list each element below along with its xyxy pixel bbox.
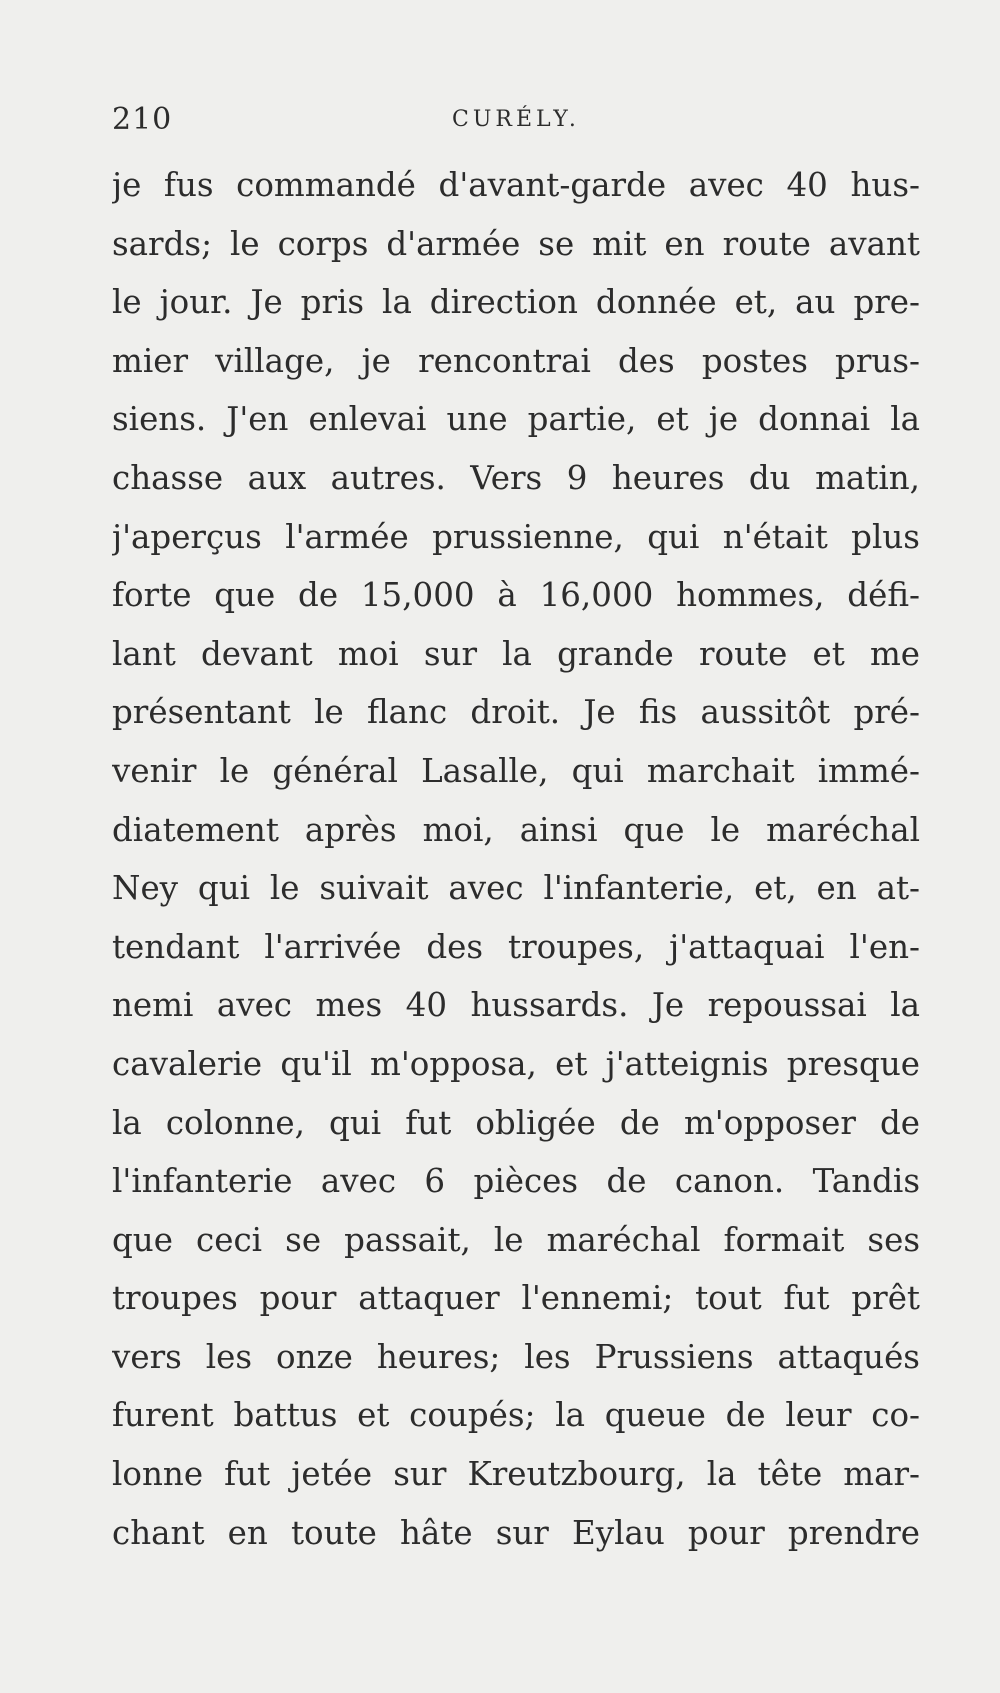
text-line: j'aperçus l'armée prussienne, qui n'était plus <box>112 517 920 556</box>
text-line: diatement après moi, ainsi que le maréchal <box>112 810 920 849</box>
text-line: lonne fut jetée sur Kreutzbourg, la tête mar- <box>112 1455 920 1494</box>
text-line: troupes pour attaquer l'ennemi; tout fut prêt <box>112 1279 920 1318</box>
text-line: tendant l'arrivée des troupes, j'attaquai l'en- <box>112 927 920 966</box>
text-line: le jour. Je pris la direction donnée et, au pre- <box>112 283 920 322</box>
text-line: venir le général Lasalle, qui marchait immé- <box>112 751 920 790</box>
text-line: l'infanterie avec 6 pièces de canon. Tandis <box>112 1162 920 1201</box>
text-line: sards; le corps d'armée se mit en route avant <box>112 224 920 263</box>
text-line: lant devant moi sur la grande route et me <box>112 634 920 673</box>
text-line: chasse aux autres. Vers 9 heures du matin, <box>112 458 920 497</box>
page-number: 210 <box>112 102 173 137</box>
text-line: la colonne, qui fut obligée de m'opposer de <box>112 1103 920 1142</box>
text-line: furent battus et coupés; la queue de leur co- <box>112 1396 920 1435</box>
text-line: mier village, je rencontrai des postes prus- <box>112 341 920 380</box>
body-text <box>112 156 920 1562</box>
text-line: nemi avec mes 40 hussards. Je repoussai la <box>112 986 920 1025</box>
text-line: présentant le flanc droit. Je fis aussitôt pré- <box>112 693 920 732</box>
text-line: forte que de 15,000 à 16,000 hommes, défi- <box>112 576 920 615</box>
text-line: Ney qui le suivait avec l'infanterie, et, en at- <box>112 869 920 908</box>
text-line: je fus commandé d'avant-garde avec 40 hus- <box>112 166 920 204</box>
text-line: cavalerie qu'il m'opposa, et j'atteignis presque <box>112 1044 920 1083</box>
text-line: que ceci se passait, le maréchal formait ses <box>112 1220 920 1259</box>
running-head: CURÉLY. <box>452 107 580 132</box>
text-line: siens. J'en enlevai une partie, et je donnai la <box>112 400 920 439</box>
text-line: vers les onze heures; les Prussiens attaqués <box>112 1337 920 1376</box>
text-line: chant en toute hâte sur Eylau pour prendre <box>112 1513 920 1552</box>
page-header <box>112 98 920 142</box>
